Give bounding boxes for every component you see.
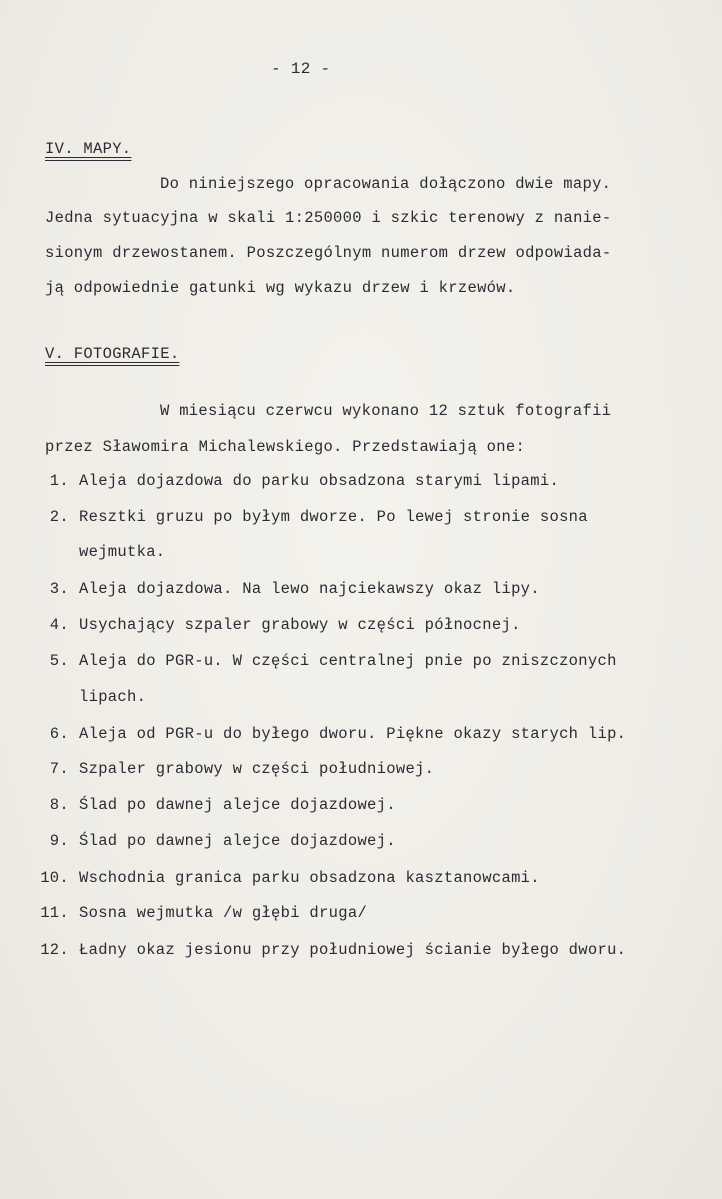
- list-item-text: Ślad po dawnej alejce dojazdowej.: [79, 832, 396, 850]
- paragraph-line: Do niniejszego opracowania dołączono dwie mapy.: [160, 175, 612, 193]
- list-item-number: 12.: [40, 941, 69, 959]
- list-item-text: Aleja od PGR-u do byłego dworu. Piękne okazy starych lip.: [79, 725, 627, 743]
- list-item: [40, 869, 540, 887]
- list-item-text: Sosna wejmutka /w głębi druga/: [79, 904, 368, 922]
- list-item-text: Aleja dojazdowa do parku obsadzona starymi lipami.: [79, 472, 560, 490]
- list-item: [49, 616, 521, 634]
- list-item-text: Usychający szpaler grabowy w części północnej.: [79, 616, 521, 634]
- list-item: [49, 580, 540, 598]
- list-item: [49, 796, 396, 814]
- list-item: [40, 941, 627, 959]
- list-item-number: 7.: [49, 760, 69, 778]
- paragraph-line: sionym drzewostanem. Poszczególnym numerom drzew odpowiada-: [45, 244, 612, 262]
- paragraph-line: W miesiącu czerwcu wykonano 12 sztuk fotografii: [160, 402, 612, 420]
- list-item-number: 6.: [49, 725, 69, 743]
- list-item: [49, 508, 588, 526]
- list-item-number: 3.: [49, 580, 69, 598]
- list-item-text: Szpaler grabowy w części południowej.: [79, 760, 435, 778]
- section-heading-photos: V. FOTOGRAFIE.: [45, 345, 180, 363]
- paragraph-line: przez Sławomira Michalewskiego. Przedstawiają one:: [45, 438, 526, 456]
- list-item: [49, 832, 396, 850]
- list-item-text: Aleja dojazdowa. Na lewo najciekawszy okaz lipy.: [79, 580, 540, 598]
- list-item-text: Aleja do PGR-u. W części centralnej pnie po zniszczonych: [79, 652, 617, 670]
- list-item-number: 1.: [49, 472, 69, 490]
- list-item: [49, 652, 617, 670]
- paragraph-line: Jedna sytuacyjna w skali 1:250000 i szkic terenowy z nanie-: [45, 209, 612, 227]
- list-item-text: Ładny okaz jesionu przy południowej ścianie byłego dworu.: [79, 941, 627, 959]
- list-item-number: 10.: [40, 869, 69, 887]
- list-item-number: 5.: [49, 652, 69, 670]
- list-item-number: 4.: [49, 616, 69, 634]
- list-item-text: Resztki gruzu po byłym dworze. Po lewej stronie sosna: [79, 508, 588, 526]
- list-item: [49, 760, 435, 778]
- list-item: [40, 904, 368, 922]
- list-item: [49, 725, 627, 743]
- list-item-continuation: wejmutka.: [79, 543, 166, 561]
- paragraph-line: ją odpowiednie gatunki wg wykazu drzew i krzewów.: [45, 279, 516, 297]
- list-item-text: Wschodnia granica parku obsadzona kasztanowcami.: [79, 869, 540, 887]
- list-item-number: 9.: [49, 832, 69, 850]
- page-number: - 12 -: [271, 60, 331, 78]
- list-item-text: Ślad po dawnej alejce dojazdowej.: [79, 796, 396, 814]
- list-item-number: 11.: [40, 904, 69, 922]
- list-item-number: 8.: [49, 796, 69, 814]
- list-item-number: 2.: [49, 508, 69, 526]
- section-heading-maps: IV. MAPY.: [45, 140, 132, 158]
- list-item-continuation: lipach.: [79, 688, 147, 706]
- list-item: [49, 472, 560, 490]
